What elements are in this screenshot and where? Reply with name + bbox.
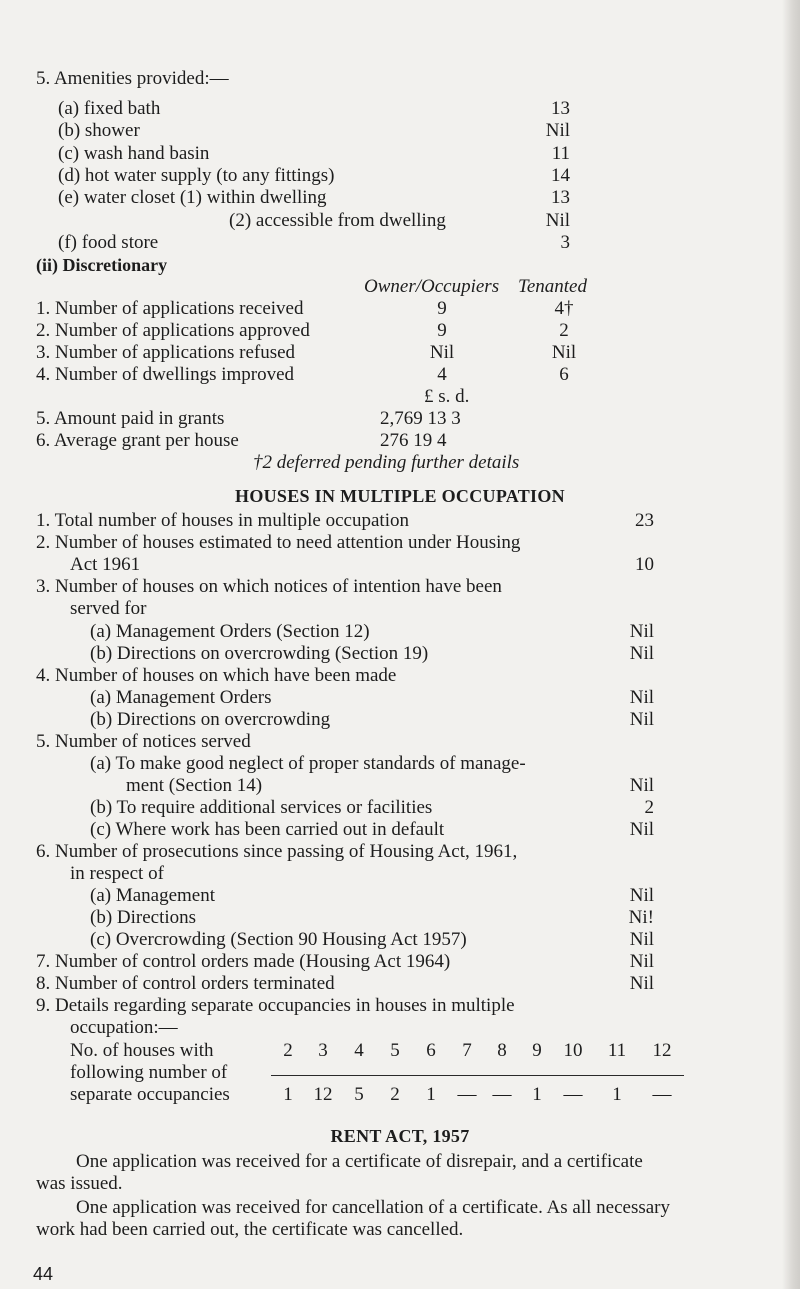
discretionary-row-label: 1. Number of applications received [36, 298, 304, 319]
hmo-value: Nil [629, 973, 654, 994]
discretionary-heading: (ii) Discretionary [36, 255, 168, 275]
hmo-line: (a) Management Orders (Section 12) [90, 621, 370, 642]
table-header-cell: 11 [607, 1040, 627, 1061]
table-header-cell: 5 [390, 1040, 400, 1061]
hmo-value: Nil [629, 687, 654, 708]
table-row-label: No. of houses with [70, 1040, 214, 1061]
table-cell: 1 [612, 1084, 622, 1105]
hmo-line: in respect of [70, 863, 164, 884]
amenity-label: (c) wash hand basin [58, 143, 210, 164]
table-cell: 1 [532, 1084, 542, 1105]
hmo-value: Nil [629, 951, 654, 972]
table-header-cell: 4 [354, 1040, 364, 1061]
hmo-line: 6. Number of prosecutions since passing of Housing Act, 1961, [36, 841, 518, 862]
grant-value: 276 19 4 [380, 430, 447, 451]
table-header-cell: 3 [318, 1040, 328, 1061]
amenity-label: (e) water closet (1) within dwelling [58, 187, 327, 208]
table-cell: 5 [354, 1084, 364, 1105]
table-header-cell: 2 [283, 1040, 293, 1061]
hmo-value: Nil [629, 819, 654, 840]
section-title-hmo: HOUSES IN MULTIPLE OCCUPATION [235, 486, 565, 506]
table-cell: — [652, 1084, 672, 1105]
hmo-value: Nil [629, 709, 654, 730]
discretionary-row-label: 3. Number of applications refused [36, 342, 296, 363]
table-cell: 2 [390, 1084, 400, 1105]
table-header-cell: 8 [497, 1040, 507, 1061]
amenities-heading: 5. Amenities provided:— [36, 68, 229, 89]
amenity-value: Nil [545, 120, 570, 141]
amenity-label: (a) fixed bath [58, 98, 161, 119]
rent-act-paragraph-line: One application was received for a certificate of disrepair, and a certificate [76, 1151, 643, 1172]
hmo-line: (a) Management Orders [90, 687, 272, 708]
column-header-tenanted: Tenanted [518, 276, 587, 297]
hmo-line: 1. Total number of houses in multiple occupation [36, 510, 409, 531]
table-cell: — [457, 1084, 477, 1105]
hmo-line: (b) Directions on overcrowding (Section 19) [90, 643, 429, 664]
amenity-value: 13 [551, 187, 570, 208]
discretionary-row-label: 2. Number of applications approved [36, 320, 310, 341]
hmo-line: occupation:— [70, 1017, 178, 1038]
column-header-owner-occupiers: Owner/Occupiers [364, 276, 500, 297]
amenity-value: 3 [560, 232, 570, 253]
hmo-line: (c) Overcrowding (Section 90 Housing Act 1957) [90, 929, 467, 950]
amenity-value: Nil [545, 210, 570, 231]
owner-value: 9 [437, 298, 447, 319]
section-title-rent-act: RENT ACT, 1957 [330, 1126, 470, 1146]
amenity-value: 11 [551, 143, 570, 164]
hmo-line: 2. Number of houses estimated to need attention under Housing [36, 532, 521, 553]
hmo-line: served for [70, 598, 147, 619]
hmo-line: (c) Where work has been carried out in default [90, 819, 445, 840]
hmo-line: (b) Directions on overcrowding [90, 709, 331, 730]
tenanted-value: 6 [559, 364, 569, 385]
table-header-cell: 10 [563, 1040, 583, 1061]
grant-label: 5. Amount paid in grants [36, 408, 225, 429]
amenity-label: (b) shower [58, 120, 140, 141]
footnote: †2 deferred pending further details [253, 452, 520, 473]
table-header-cell: 9 [532, 1040, 542, 1061]
hmo-value: Nil [629, 775, 654, 796]
grant-label: 6. Average grant per house [36, 430, 239, 451]
amenity-value: 14 [551, 165, 570, 186]
table-cell: 1 [426, 1084, 436, 1105]
hmo-line: (a) Management [90, 885, 216, 906]
tenanted-value: 4† [554, 298, 574, 319]
hmo-line: 5. Number of notices served [36, 731, 251, 752]
hmo-value: Nil [629, 643, 654, 664]
hmo-value: Nil [629, 929, 654, 950]
owner-value: 9 [437, 320, 447, 341]
rent-act-paragraph-line: work had been carried out, the certificate was cancelled. [36, 1219, 464, 1240]
hmo-value: Nil [629, 885, 654, 906]
hmo-line: (b) To require additional services or facilities [90, 797, 433, 818]
hmo-value: Nil [629, 621, 654, 642]
hmo-value: Ni! [628, 907, 654, 928]
hmo-value: 2 [644, 797, 654, 818]
currency-header: £ s. d. [424, 386, 470, 407]
amenity-value: 13 [551, 98, 570, 119]
table-cell: 1 [283, 1084, 293, 1105]
hmo-line: 3. Number of houses on which notices of intention have been [36, 576, 502, 597]
hmo-line: ment (Section 14) [126, 775, 263, 796]
table-header-cell: 12 [652, 1040, 672, 1061]
discretionary-row-label: 4. Number of dwellings improved [36, 364, 295, 385]
hmo-value: 23 [635, 510, 654, 531]
amenity-label: (2) accessible from dwelling [229, 210, 446, 231]
page-number: 44 [33, 1264, 54, 1284]
table-header-cell: 7 [462, 1040, 472, 1061]
hmo-line: 8. Number of control orders terminated [36, 973, 335, 994]
hmo-line: 9. Details regarding separate occupancies in houses in multiple [36, 995, 515, 1016]
amenity-label: (d) hot water supply (to any fittings) [58, 165, 335, 186]
table-header-cell: 6 [426, 1040, 436, 1061]
amenity-label: (f) food store [58, 232, 159, 253]
hmo-line: (b) Directions [90, 907, 197, 928]
table-rule [271, 1075, 684, 1076]
page-edge-shadow [782, 0, 800, 1289]
table-cell: — [492, 1084, 512, 1105]
owner-value: Nil [429, 342, 455, 363]
table-cell: 12 [313, 1084, 333, 1105]
tenanted-value: Nil [551, 342, 577, 363]
hmo-value: 10 [635, 554, 654, 575]
hmo-line: (a) To make good neglect of proper standards of manage- [90, 753, 526, 774]
owner-value: 4 [437, 364, 447, 385]
hmo-line: Act 1961 [70, 554, 141, 575]
grant-value: 2,769 13 3 [380, 408, 461, 429]
rent-act-paragraph-line: was issued. [36, 1173, 123, 1194]
tenanted-value: 2 [559, 320, 569, 341]
rent-act-paragraph-line: One application was received for cancellation of a certificate. As all necessary [76, 1197, 670, 1218]
table-cell: — [563, 1084, 583, 1105]
hmo-line: 4. Number of houses on which have been made [36, 665, 397, 686]
hmo-line: 7. Number of control orders made (Housing Act 1964) [36, 951, 451, 972]
table-row-label: following number of [70, 1062, 228, 1083]
table-row-label: separate occupancies [70, 1084, 230, 1105]
